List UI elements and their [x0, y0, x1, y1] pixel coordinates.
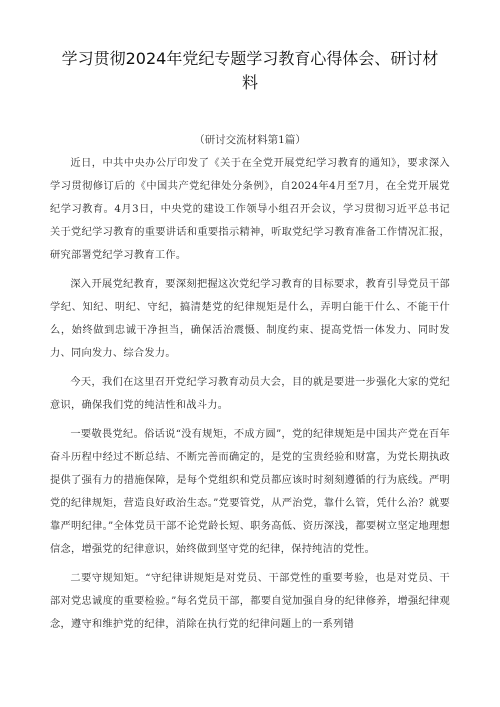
document-body: [50, 152, 450, 642]
paragraph: 深入开展党纪教育，要深刻把握这次党纪学习教育的目标要求，教育引导党员干部学纪、知纪、明纪、守纪，搞清楚党的纪律规矩是什么，弄明白能干什么、不能干什么，始终做到忠诚干净担当，确保活治震慑、制度约束、提高党悟一体发力、同时发力、同向发力、综合发力。: [50, 279, 450, 359]
document-title: 学习贯彻2024年党纪专题学习教育心得体会、研讨材料: [61, 49, 439, 92]
document-subtitle: （研讨交流材料第1篇）: [194, 134, 306, 146]
paragraph: 今天，我们在这里召开党纪学习教育动员大会，目的就是要进一步强化大家的党纪意识，确保我们党的纯洁性和战斗力。: [50, 377, 450, 411]
paragraph: 一要敬畏党纪。俗话说“没有规矩，不成方圆”，党的纪律规矩是中国共产党在百年奋斗历程中经过不断总结、不断完善而确定的，是党的宝贵经验和财富，为党长期执政提供了强有力的措施保障，是每个党组织和党员都应该时时刻刻遵循的行为底线。严明党的纪律规矩，营造良好政治生态。”党要管党，从严治党，靠什么管，凭什么治？就要靠严明纪律。”全体党员干部不论党龄长短、职务高低、资历深浅，都要树立坚定地理想信念，增强党的纪律意识，始终做到坚守党的纪律，保持纯洁的党性。: [50, 429, 450, 555]
paragraph: 近日，中共中央办公厅印发了《关于在全党开展党纪学习教育的通知》，要求深入学习贯彻修订后的《中国共产党纪律处分条例》，自2024年4月至7月，在全党开展党纪学习教育。4月3日，中央党的建设工作领导小组召开会议，学习贯彻习近平总书记关于党纪学习教育的重要讲话和重要指示精神，听取党纪学习教育准备工作情况汇报，研究部署党纪学习教育工作。: [50, 158, 450, 261]
paragraph: 二要守规知矩。“守纪律讲规矩是对党员、干部党性的重要考验，也是对党员、干部对党忠诚度的重要检验。”每名党员干部，都要自觉加强自身的纪律修养，增强纪律观念，遵守和维护党的纪律，消除在执行党的纪律问题上的一系列错: [50, 573, 450, 630]
